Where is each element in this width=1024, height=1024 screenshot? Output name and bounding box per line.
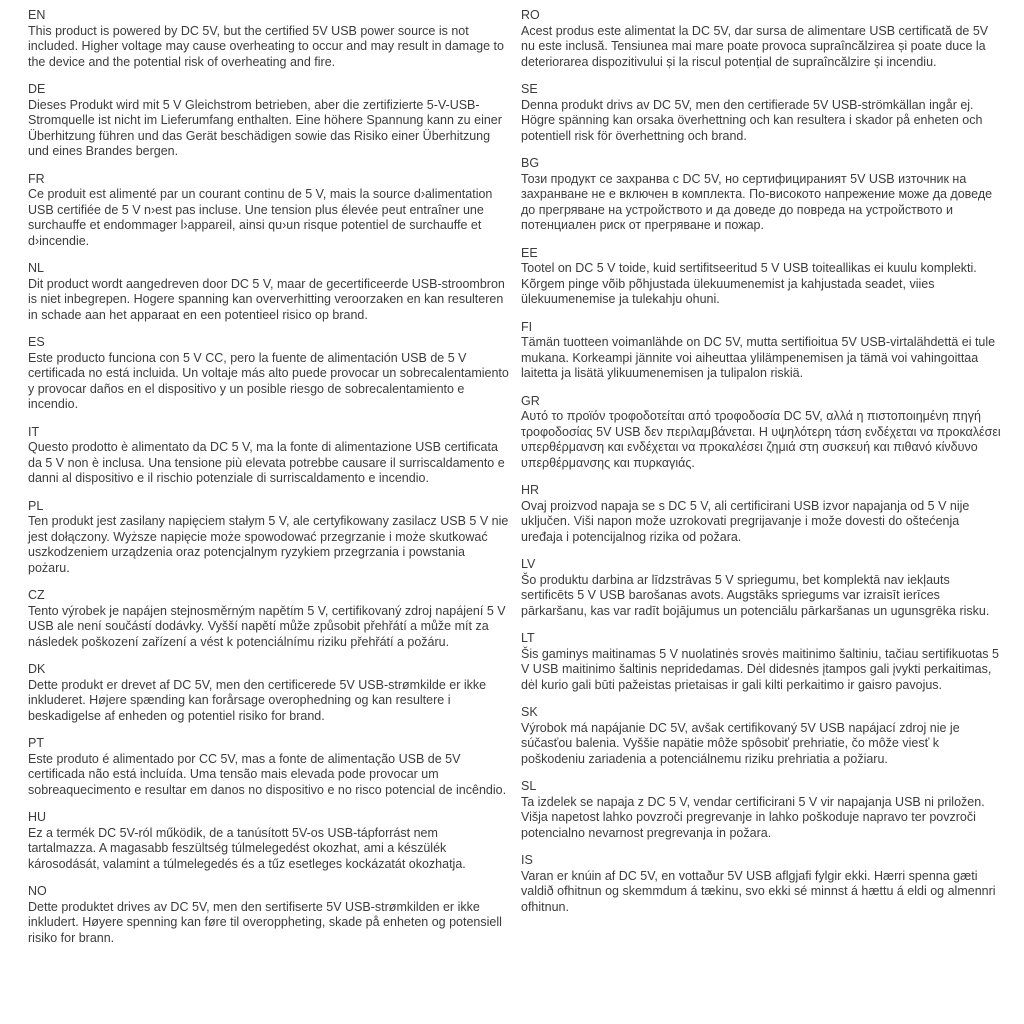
language-section-hu <box>28 810 509 872</box>
warning-text: Questo prodotto è alimentato da DC 5 V, ma la fonte di alimentazione USB certificata da 5 V non è inclusa. Una tensione più elevata potrebbe causare il surriscaldamento e danni al dispositivo e il rischio potenziale di surriscaldamento e incendio. <box>28 440 505 485</box>
language-section-pt <box>28 736 509 798</box>
warning-text: Šis gaminys maitinamas 5 V nuolatinės srovės maitinimo šaltiniu, tačiau sertifikuotas 5 V USB maitinimo šaltinis nepridedamas. Dėl didesnės įtampos gali įvykti perkaitimas, dėl kurio gali būti pažeistas prietaisas ir gali kilti perkaitimo ir gaisro pavojus. <box>521 646 999 692</box>
language-code: NL <box>28 261 44 275</box>
warning-text: Acest produs este alimentat la DC 5V, dar sursa de alimentare USB certificată de 5V nu este inclusă. Tensiunea mai mare poate provoca supraîncălzirea și poate duce la deteriorarea dispozitivului și la riscul potențial de supraîncălzire și incendiu. <box>521 23 989 69</box>
language-code: SE <box>521 82 538 96</box>
language-section-fr <box>28 172 509 250</box>
language-code: RO <box>521 8 540 22</box>
warning-text: This product is powered by DC 5V, but the certified 5V USB power source is not included. Higher voltage may cause overheating to occur and may result in damage to the device and the potential risk of overheating and fire. <box>28 23 504 69</box>
language-section-hr <box>521 483 1002 545</box>
language-code: LV <box>521 557 536 571</box>
language-code: NO <box>28 884 47 898</box>
language-section-cz <box>28 588 509 650</box>
language-code: LT <box>521 631 535 645</box>
warning-text: Dette produkt er drevet af DC 5V, men den certificerede 5V USB-strømkilde er ikke inkluderet. Højere spænding kan forårsage overophedning og kan resultere i beskadigelse af enheden og potentiel risiko for brand. <box>28 677 487 723</box>
left-column <box>28 8 509 958</box>
language-code: IT <box>28 424 40 439</box>
warning-text: Denna produkt drivs av DC 5V, men den certifierade 5V USB-strömkällan ingår ej. Högre spänning kan orsaka överhettning och kan resultera i skador på enheten och potentiell risk för överhettning och brand. <box>521 97 983 143</box>
language-section-gr <box>521 394 1002 472</box>
language-section-se <box>521 82 1002 144</box>
language-section-sl <box>521 779 1002 841</box>
warning-text: Ten produkt jest zasilany napięciem stałym 5 V, ale certyfikowany zasilacz USB 5 V nie jest dołączony. Wyższe napięcie może spowodować przegrzanie i może skutkować uszkodzeniem urządzenia oraz potencjalnym ryzykiem przegrzania i powstania pożaru. <box>28 514 509 575</box>
language-section-lv <box>521 557 1002 619</box>
warning-text: Šo produktu darbina ar līdzstrāvas 5 V spriegumu, bet komplektā nav iekļauts sertificēts 5 V USB barošanas avots. Augstāks spriegums var izraisīt ierīces pārkaršanu, kas var radīt bojājumus un potenciālu pārkaršanas un ugunsgrēka risku. <box>521 572 990 618</box>
language-code: SK <box>521 705 538 719</box>
language-section-ee <box>521 246 1002 308</box>
language-code: CZ <box>28 588 45 602</box>
warning-text: Este producto funciona con 5 V CC, pero la fuente de alimentación USB de 5 V certificada no está incluida. Un voltaje más alto puede provocar un sobrecalentamiento y provocar daños en el dispositivo y un posible riesgo de sobrecalentamiento e incendio. <box>28 350 509 411</box>
language-section-es <box>28 335 509 413</box>
language-section-nl <box>28 261 509 323</box>
warning-text: Dette produktet drives av DC 5V, men den sertifiserte 5V USB-strømkilden er ikke inkludert. Høyere spenning kan føre til overoppheting, skade på enheten og potensiell risiko for brann. <box>28 899 502 945</box>
language-section-pl <box>28 499 509 577</box>
warning-text: Výrobok má napájanie DC 5V, avšak certifikovaný 5V USB napájací zdroj nie je súčasťou balenia. Vyššie napätie môže spôsobiť prehriatie, čo môže viesť k poškodeniu zariadenia a potenciálnemu riziku prehriatia a požiaru. <box>521 720 960 766</box>
language-code: BG <box>521 156 540 170</box>
language-section-no <box>28 884 509 946</box>
language-code: IS <box>521 853 533 867</box>
language-code: HR <box>521 483 540 497</box>
language-section-fi <box>521 320 1002 382</box>
warning-text: Ce produit est alimenté par un courant continu de 5 V, mais la source d›alimentation USB certifiée de 5 V n›est pas incluse. Une tension plus élevée peut entraîner une surchauffe et endommager l›appareil, ainsi qu›un risque potentiel de surchauffe et d›incendie. <box>28 187 493 248</box>
language-section-dk <box>28 662 509 724</box>
language-section-it <box>28 425 509 487</box>
language-code: DK <box>28 662 46 676</box>
language-section-bg <box>521 156 1002 234</box>
language-section-en <box>28 8 509 70</box>
language-code: EE <box>521 245 538 260</box>
language-section-is <box>521 853 1002 915</box>
right-column <box>521 8 1002 958</box>
language-section-sk <box>521 705 1002 767</box>
warning-text: Tämän tuotteen voimanlähde on DC 5V, mutta sertifioitua 5V USB-virtalähdettä ei tule mukana. Korkeampi jännite voi aiheuttaa ylilämpenemisen ja tämä voi vahingoittaa laitetta ja lisätä ylikuumenemisen ja tulipalon riskiä. <box>521 335 996 380</box>
language-code: ES <box>28 335 45 349</box>
warning-text: Tootel on DC 5 V toide, kuid sertifitseeritud 5 V USB toiteallikas ei kuulu komplekti. Kõrgem pinge võib põhjustada ülekuumenemist ja kahjustada seadet, viies ülekuumenemise ja tulekahju ohuni. <box>521 261 977 306</box>
warning-text: Dieses Produkt wird mit 5 V Gleichstrom betrieben, aber die zertifizierte 5-V-USB-Stromquelle ist nicht im Lieferumfang enthalten. Eine höhere Spannung kann zu einer Überhitzung führen und das Gerät beschädigen sowie das Risiko einer Überhitzung und eines Brandes bergen. <box>28 97 502 158</box>
warning-text: Dit product wordt aangedreven door DC 5 V, maar de gecertificeerde USB-stroombron is niet inbegrepen. Hogere spanning kan oververhitting veroorzaken en kan resulteren in schade aan het apparaat en een potentieel risico op brand. <box>28 276 505 322</box>
warning-text: Този продукт се захранва с DC 5V, но сертифицираният 5V USB източник на захранване не е включен в комплекта. По-високото напрежение може да доведе до прегряване на устройството и да доведе до повреда на устройството и потенциален риск от прегряване и пожар. <box>521 171 993 232</box>
language-code: FI <box>521 319 533 334</box>
warning-text: Ta izdelek se napaja z DC 5 V, vendar certificirani 5 V vir napajanja USB ni priložen. Višja napetost lahko povzroči pregrevanje in lahko poškoduje napravo ter povzroči potencialno nevarnost pregrevanja in požara. <box>521 794 985 840</box>
warning-text: Ez a termék DC 5V-ról működik, de a tanúsított 5V-os USB-tápforrást nem tartalmazza. A magasabb feszültség túlmelegedést okozhat, ami a készülék károsodását, valamint a túlmelegedés és a tűz esetleges kockázatát okozhatja. <box>28 825 466 871</box>
language-section-lt <box>521 631 1002 693</box>
warning-text: Varan er knúin af DC 5V, en vottaður 5V USB aflgjafi fylgir ekki. Hærri spenna gæti valdið ofhitnun og skemmdum á tækinu, svo ekki sé minnst á hættu á eldi og almennri ofhitnun. <box>521 868 996 914</box>
language-code: EN <box>28 8 46 22</box>
warning-text: Tento výrobek je napájen stejnosměrným napětím 5 V, certifikovaný zdroj napájení 5 V USB ale není součástí dodávky. Vyšší napětí může způsobit přehřátí a může mít za následek poškození zařízení a vést k potenciálnímu riziku přehřátí a požáru. <box>28 603 506 649</box>
language-code: HU <box>28 810 47 824</box>
language-code: FR <box>28 171 45 186</box>
warning-text: Ovaj proizvod napaja se s DC 5 V, ali certificirani USB izvor napajanja od 5 V nije uključen. Viši napon može uzrokovati pregrijavanje i može dovesti do oštećenja uređaja i potencijalnog rizika od požara. <box>521 498 970 544</box>
language-code: GR <box>521 393 540 408</box>
language-code: PL <box>28 498 44 513</box>
language-code: PT <box>28 736 44 750</box>
warning-text: Este produto é alimentado por CC 5V, mas a fonte de alimentação USB de 5V certificada não está incluída. Uma tensão mais elevada pode provocar um sobreaquecimento e resultar em danos no dispositivo e no risco potencial de incêndio. <box>28 751 507 797</box>
language-section-ro <box>521 8 1002 70</box>
language-code: DE <box>28 82 46 96</box>
language-code: SL <box>521 779 537 793</box>
language-section-de <box>28 82 509 160</box>
warning-text: Αυτό το προϊόν τροφοδοτείται από τροφοδοσία DC 5V, αλλά η πιστοποιημένη πηγή τροφοδοσίας 5V USB δεν περιλαμβάνεται. Η υψηλότερη τάση ενδέχεται να προκαλέσει υπερθέρμανση και ενδέχεται να προκαλέσει ζημιά στη συσκευή και πιθανό κίνδυνο υπερθέρμανσης και πυρκαγιάς. <box>521 409 1001 470</box>
